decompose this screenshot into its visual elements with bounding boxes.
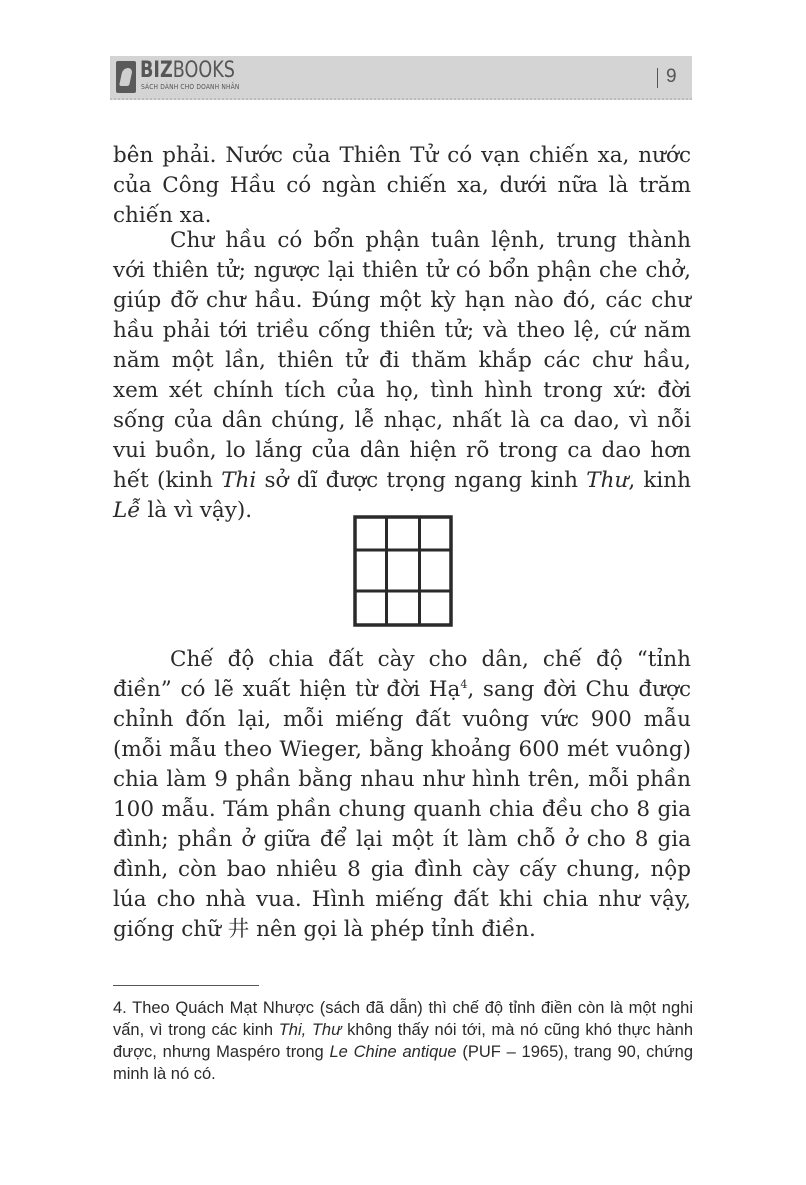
- paragraph-2-text-d: là vì vậy).: [140, 498, 253, 523]
- brand-name: [140, 58, 235, 84]
- paragraph-1: bên phải. Nước của Thiên Tử có vạn chiến xa, nước của Công Hầu có ngàn chiến xa, dưới nữa là trăm chiến xa.: [113, 143, 691, 228]
- footnote-italic-thi-thu: Thi, Thư: [278, 1021, 342, 1039]
- paragraph-3-text-b: , sang đời Chu được chỉnh đốn lại, mỗi miếng đất vuông vức 900 mẫu (mỗi mẫu theo Wieger, bằng khoảng 600 mét vuông) chia làm 9 phần bằng nhau như hình trên, mỗi phần 100 mẫu. Tám phần chung quanh chia đều cho 8 gia đình; phần ở giữa để lại một ít làm chỗ ở cho 8 gia đình, còn bao nhiêu 8 gia đình cày cấy chung, nộp lúa cho nhà vua. Hình miếng đất khi chia như vậy, giống chữ 井 nên gọi là phép tỉnh điền.: [113, 677, 691, 942]
- well-field-grid-figure: [353, 515, 453, 627]
- paragraph-3: [113, 645, 691, 945]
- footnote-divider: [113, 985, 259, 986]
- italic-le: Lễ: [113, 498, 141, 523]
- footnote-4: [113, 997, 693, 1085]
- italic-thi: Thi: [221, 468, 257, 493]
- paragraph-2-text-b: sở dĩ được trọng ngang kinh: [256, 468, 587, 493]
- footnote-text-b: không thấy nói tới, mà nó cũng khó thực hành được, nhưng Maspéro trong: [113, 1021, 693, 1061]
- footnote-text-c: (PUF – 1965), trang 90, chứng minh là nó có.: [113, 1043, 693, 1083]
- paragraph-2-text-a: Chư hầu có bổn phận tuân lệnh, trung thành với thiên tử; ngược lại thiên tử có bổn phận che chở, giúp đỡ chư hầu. Đúng một kỳ hạn nào đó, các chư hầu phải tới triều cống thiên tử; và theo lệ, cứ năm năm một lần, thiên tử đi thăm khắp các chư hầu, xem xét chính tích của họ, tình hình trong xứ: đời sống của dân chúng, lễ nhạc, nhất là ca dao, vì nỗi vui buồn, lo lắng của dân hiện rõ trong ca dao hơn hết (kinh: [113, 228, 691, 493]
- grid-border: [355, 517, 451, 625]
- paragraph-2: [113, 226, 691, 526]
- brand-tagline: SÁCH DÀNH CHO DOANH NHÂN: [141, 83, 240, 91]
- footnote-text-a: 4. Theo Quách Mạt Nhược (sách đã dẫn) thì chế độ tỉnh điền còn là một nghi vấn, vì trong các kinh: [113, 999, 693, 1039]
- bizbooks-logo-icon: [116, 61, 136, 93]
- paragraph-3-text-a: Chế độ chia đất cày cho dân, chế độ “tỉnh điền” có lẽ xuất hiện từ đời Hạ: [113, 647, 691, 702]
- italic-thu: Thư: [586, 468, 629, 493]
- page-number: 9: [666, 66, 677, 87]
- brand-bold: BIZ: [140, 58, 173, 83]
- footnote-italic-title: Le Chine antique: [329, 1043, 457, 1061]
- page-header: [110, 56, 692, 100]
- footnote-ref-4[interactable]: 4: [460, 677, 468, 691]
- brand-light: BOOKS: [172, 58, 235, 83]
- page-number-divider: [657, 68, 658, 88]
- paragraph-2-text-c: , kinh: [628, 468, 691, 493]
